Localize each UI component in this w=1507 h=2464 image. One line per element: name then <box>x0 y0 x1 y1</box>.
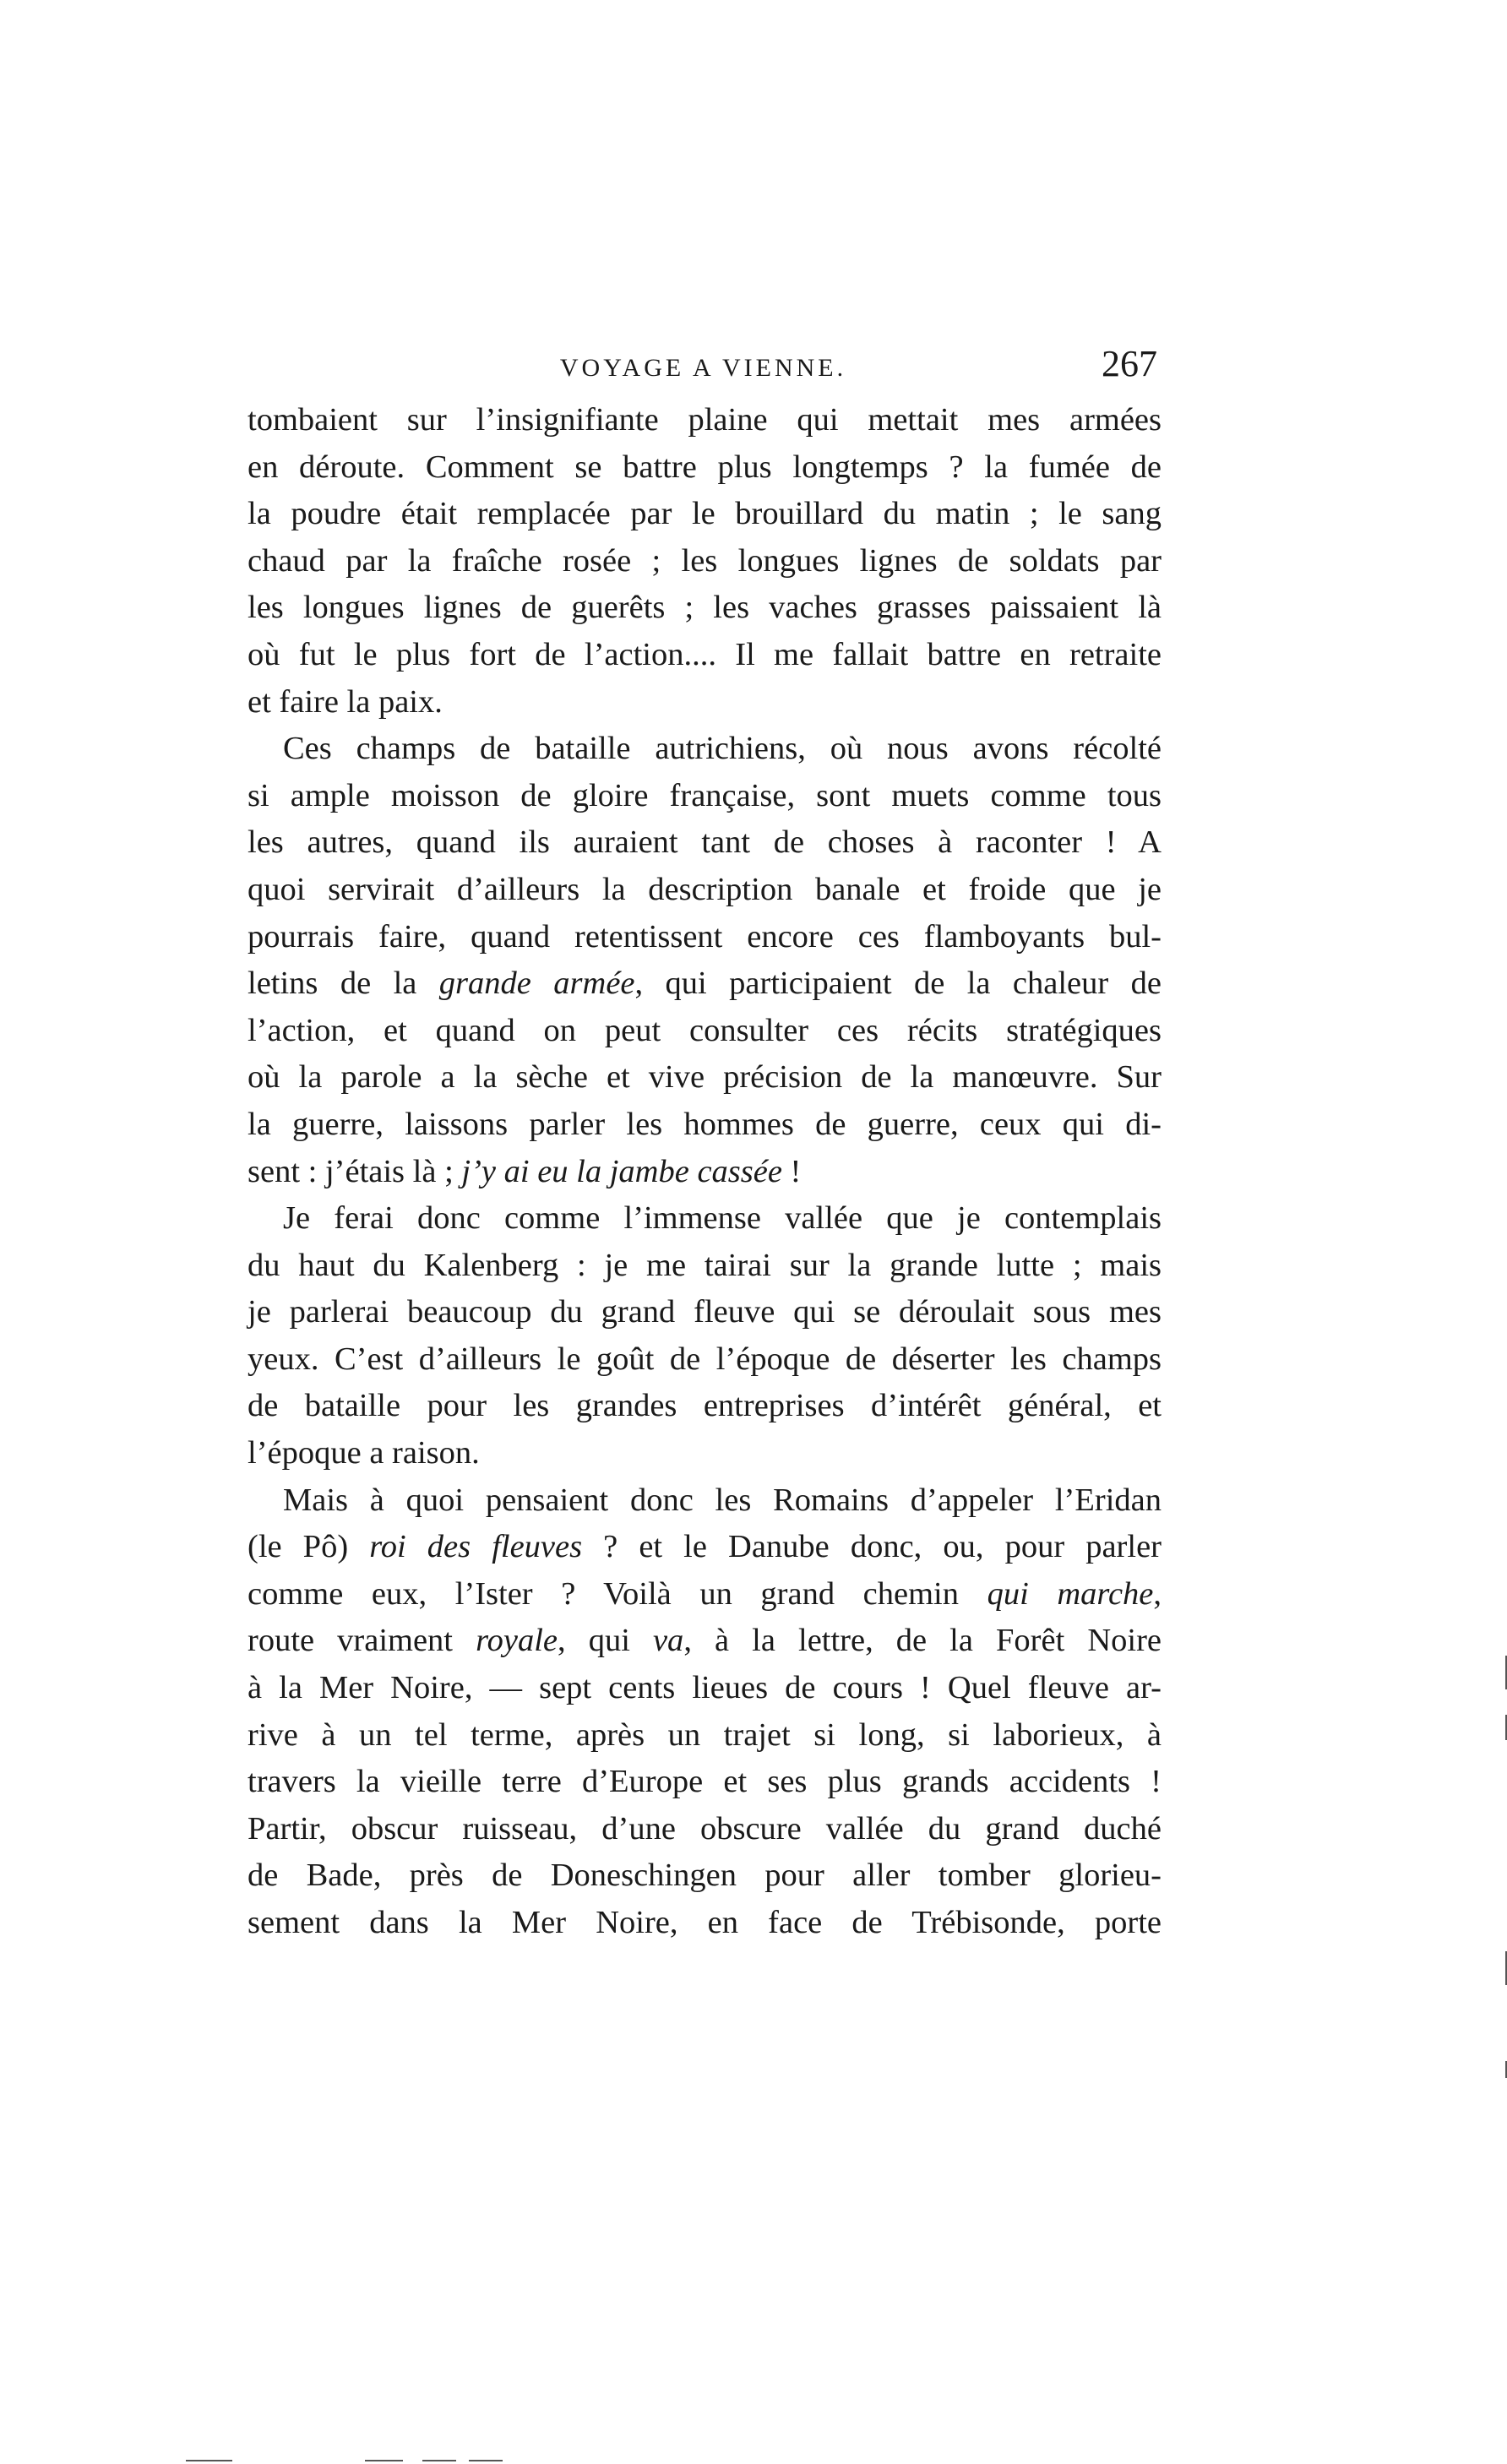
text-line: Je ferai donc comme l’immense vallée que je contemplais <box>283 1200 1162 1237</box>
text-segment: (le Pô) <box>248 1529 370 1565</box>
text-line: rive à un tel terme, après un trajet si long, si laborieux, à <box>248 1716 1162 1753</box>
text-line: tombaient sur l’insignifiante plaine qui mettait mes armées <box>248 402 1162 438</box>
body-text <box>248 397 1162 1947</box>
text-segment: , à la lettre, de la Forêt Noire <box>683 1623 1162 1659</box>
text-line: Ces champs de bataille autrichiens, où nous avons récolté <box>283 731 1162 767</box>
text-segment: ! <box>781 1153 802 1189</box>
text-line: Partir, obscur ruisseau, d’une obscure vallée du grand duché <box>248 1810 1162 1847</box>
text-line: la poudre était remplacée par le brouillard du matin ; le sang <box>248 496 1162 532</box>
text-line: je parlerai beaucoup du grand fleuve qui se déroulait sous mes <box>248 1294 1162 1330</box>
text-line <box>248 1524 1162 1571</box>
text-line: yeux. C’est d’ailleurs le goût de l’époque de déserter les champs <box>248 1341 1162 1377</box>
text-line: et faire la paix. <box>248 683 443 720</box>
text-line <box>248 1618 1162 1665</box>
text-line: du haut du Kalenberg : je me tairai sur la grande lutte ; mais <box>248 1247 1162 1283</box>
text-line: en déroute. Comment se battre plus longtemps ? la fumée de <box>248 449 1162 485</box>
italic-segment: grande armée <box>438 965 635 1002</box>
italic-segment: royale <box>476 1623 558 1659</box>
text-line: à la Mer Noire, — sept cents lieues de cours ! Quel fleuve ar- <box>248 1670 1162 1706</box>
text-segment: route vraiment <box>248 1623 476 1659</box>
text-line: pourrais faire, quand retentissent encore ces flamboyants bul- <box>248 918 1162 955</box>
text-segment: , qui participaient de la chaleur de <box>634 965 1162 1002</box>
scan-mark <box>186 2460 232 2461</box>
italic-segment: va <box>652 1623 684 1659</box>
italic-segment: qui marche <box>987 1575 1154 1612</box>
text-line: les longues lignes de guerêts ; les vaches grasses paissaient là <box>248 590 1162 626</box>
text-segment: sent : j’étais là ; <box>248 1153 462 1189</box>
scan-mark <box>365 2460 403 2461</box>
text-line: chaud par la fraîche rosée ; les longues lignes de soldats par <box>248 542 1162 579</box>
text-segment: , qui <box>558 1623 653 1659</box>
text-line: l’action, et quand on peut consulter ces récits stratégiques <box>248 1012 1162 1048</box>
text-line: quoi servirait d’ailleurs la description banale et froide que je <box>248 871 1162 907</box>
italic-segment: j’y ai eu la jambe cassée <box>461 1153 782 1189</box>
text-line: où la parole a la sèche et vive précision de la manœuvre. Sur <box>248 1059 1162 1096</box>
text-segment: , <box>1153 1575 1162 1612</box>
running-title: VOYAGE A VIENNE. <box>559 354 847 382</box>
text-line: travers la vieille terre d’Europe et ses plus grands accidents ! <box>248 1764 1162 1800</box>
page-number: 267 <box>1102 343 1157 384</box>
text-line: sement dans la Mer Noire, en face de Trébisonde, porte <box>248 1905 1162 1940</box>
text-segment: letins de la <box>248 965 439 1002</box>
scan-mark <box>422 2460 456 2461</box>
text-line: si ample moisson de gloire française, sont muets comme tous <box>248 777 1162 813</box>
italic-segment: roi des fleuves <box>369 1529 583 1565</box>
text-segment: ? et le Danube donc, ou, pour parler <box>582 1529 1162 1565</box>
text-line: l’époque a raison. <box>248 1435 480 1471</box>
text-line: où fut le plus fort de l’action.... Il me fallait battre en retraite <box>248 636 1162 672</box>
text-line: de Bade, près de Doneschingen pour aller tomber glorieu- <box>248 1858 1162 1894</box>
text-line: de bataille pour les grandes entreprises d’intérêt général, et <box>248 1388 1162 1424</box>
text-line <box>248 960 1162 1008</box>
scan-mark <box>469 2460 503 2461</box>
text-line: la guerre, laissons parler les hommes de guerre, ceux qui di- <box>248 1106 1162 1142</box>
text-segment: comme eux, l’Ister ? Voilà un grand chemin <box>248 1575 987 1612</box>
text-line <box>248 1149 1162 1196</box>
text-line <box>248 1571 1162 1618</box>
running-head <box>249 342 1157 393</box>
text-line: les autres, quand ils auraient tant de choses à raconter ! A <box>248 824 1162 861</box>
text-line: Mais à quoi pensaient donc les Romains d’appeler l’Eridan <box>283 1482 1162 1518</box>
